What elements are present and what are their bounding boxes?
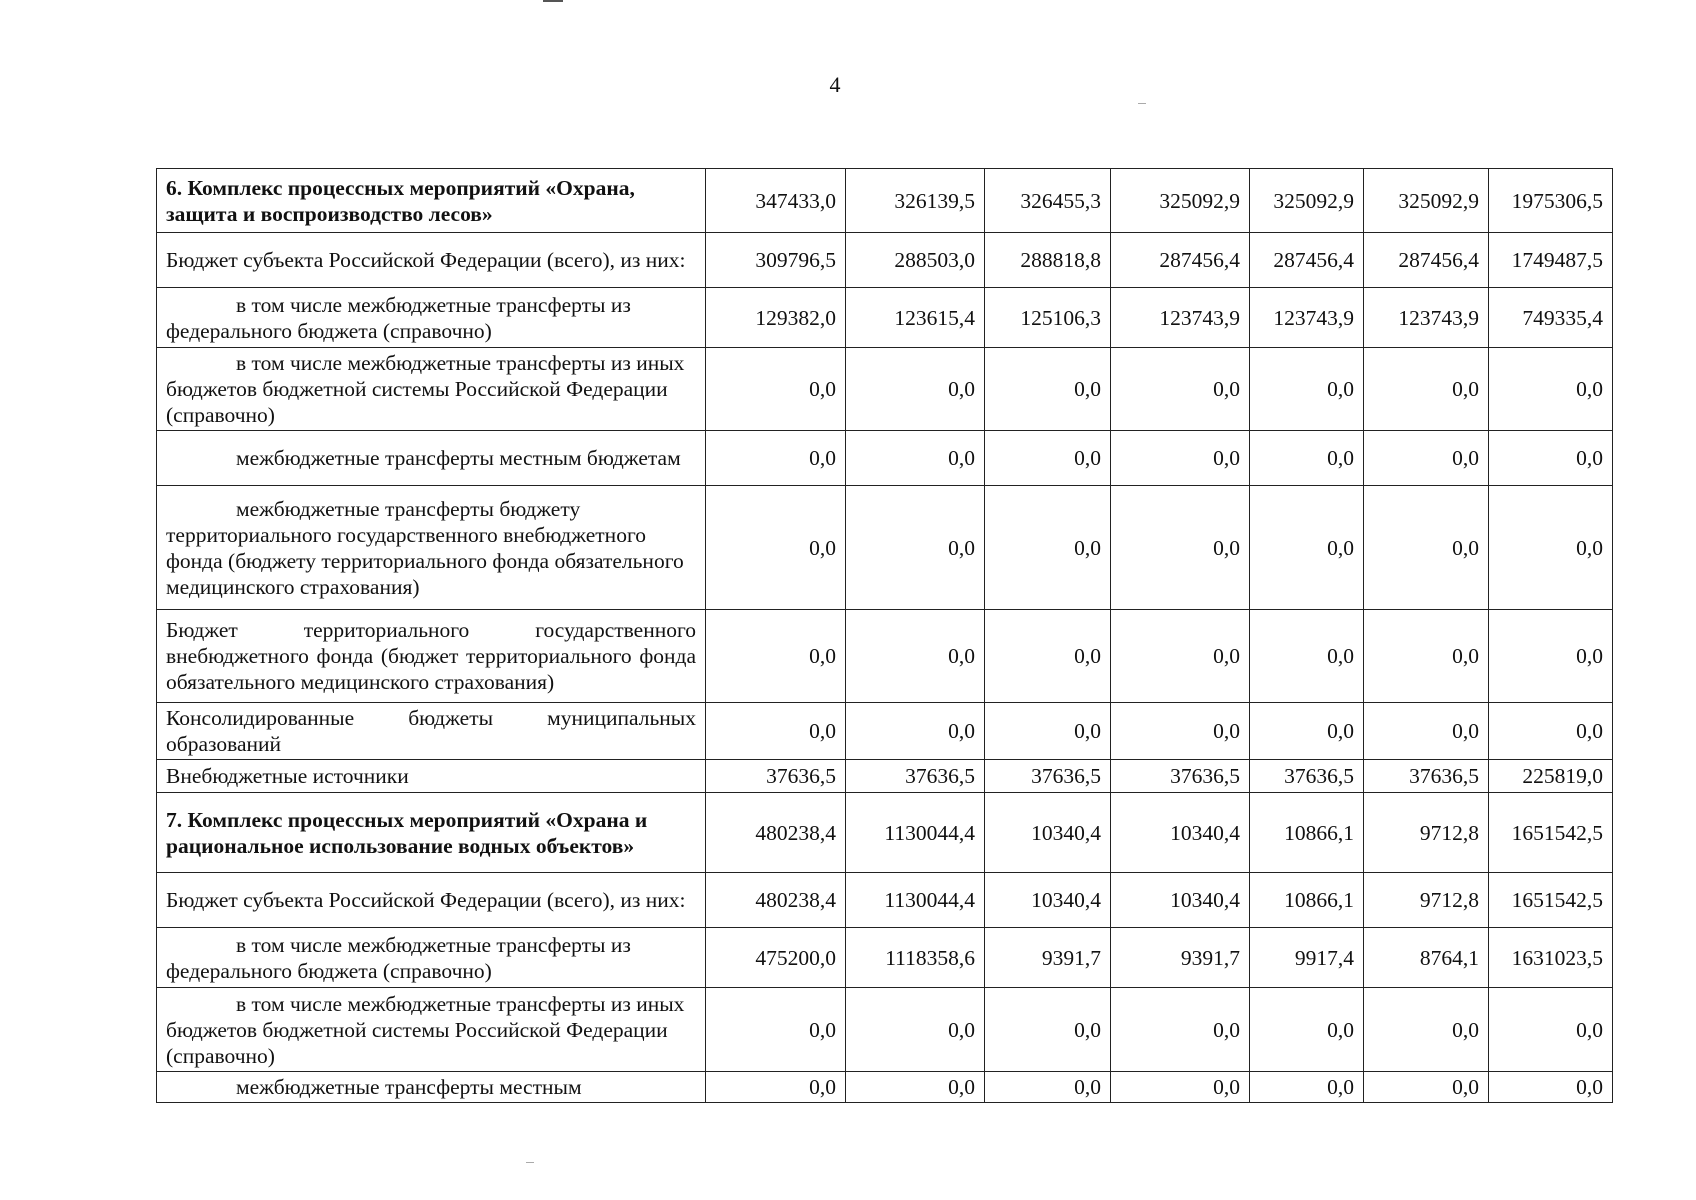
value-cell: 0,0 bbox=[985, 703, 1111, 760]
table-row bbox=[157, 233, 1613, 288]
value-cell: 0,0 bbox=[846, 610, 985, 703]
value-cell: 325092,9 bbox=[1364, 169, 1489, 233]
table-row bbox=[157, 348, 1613, 431]
value-cell: 8764,1 bbox=[1364, 928, 1489, 988]
value-cell: 287456,4 bbox=[1250, 233, 1364, 288]
value-cell: 0,0 bbox=[1250, 988, 1364, 1072]
row-label-cell bbox=[157, 873, 706, 928]
row-label-cell bbox=[157, 610, 706, 703]
value-cell: 123743,9 bbox=[1364, 288, 1489, 348]
value-cell: 0,0 bbox=[1111, 988, 1250, 1072]
table-body bbox=[157, 169, 1613, 1103]
value-cell: 0,0 bbox=[1111, 348, 1250, 431]
value-cell: 287456,4 bbox=[1111, 233, 1250, 288]
value-cell: 123743,9 bbox=[1111, 288, 1250, 348]
value-cell: 0,0 bbox=[1111, 1072, 1250, 1103]
value-cell: 1130044,4 bbox=[846, 793, 985, 873]
value-cell: 125106,3 bbox=[985, 288, 1111, 348]
value-cell: 325092,9 bbox=[1111, 169, 1250, 233]
value-cell: 480238,4 bbox=[706, 873, 846, 928]
value-cell: 1631023,5 bbox=[1489, 928, 1613, 988]
value-cell: 749335,4 bbox=[1489, 288, 1613, 348]
value-cell: 287456,4 bbox=[1364, 233, 1489, 288]
row-label: Бюджет территориального государственного внебюджетного фонда (бюджет территориального фонда обязательного медицинского страхования) bbox=[166, 618, 696, 694]
row-label-cell bbox=[157, 431, 706, 486]
value-cell: 0,0 bbox=[1111, 486, 1250, 610]
value-cell: 10340,4 bbox=[985, 793, 1111, 873]
scan-speck bbox=[1138, 103, 1146, 104]
table-row bbox=[157, 928, 1613, 988]
value-cell: 0,0 bbox=[1250, 486, 1364, 610]
value-cell: 1651542,5 bbox=[1489, 793, 1613, 873]
value-cell: 0,0 bbox=[706, 431, 846, 486]
row-label: межбюджетные трансферты бюджету территориального государственного внебюджетного фонда (бюджету территориального фонда обязательного медицинского страхования) bbox=[166, 496, 684, 599]
row-label: Консолидированные бюджеты муниципальных образований bbox=[166, 706, 696, 756]
value-cell: 123615,4 bbox=[846, 288, 985, 348]
value-cell: 0,0 bbox=[1364, 703, 1489, 760]
row-label-cell bbox=[157, 760, 706, 793]
page-number: 4 bbox=[829, 72, 841, 97]
value-cell: 0,0 bbox=[706, 610, 846, 703]
table-row bbox=[157, 703, 1613, 760]
value-cell: 0,0 bbox=[1364, 431, 1489, 486]
row-label-cell bbox=[157, 348, 706, 431]
value-cell: 0,0 bbox=[1489, 431, 1613, 486]
table-row bbox=[157, 610, 1613, 703]
row-label: в том числе межбюджетные трансферты из федерального бюджета (справочно) bbox=[166, 292, 631, 343]
value-cell: 10340,4 bbox=[1111, 873, 1250, 928]
row-label: межбюджетные трансферты местным бюджетам bbox=[236, 446, 681, 470]
value-cell: 0,0 bbox=[985, 1072, 1111, 1103]
value-cell: 0,0 bbox=[1250, 431, 1364, 486]
budget-table bbox=[156, 168, 1613, 1103]
row-label: 7. Комплекс процессных мероприятий «Охрана и рациональное использование водных объектов» bbox=[166, 807, 648, 858]
row-label: 6. Комплекс процессных мероприятий «Охрана, защита и воспроизводство лесов» bbox=[166, 175, 635, 226]
value-cell: 325092,9 bbox=[1250, 169, 1364, 233]
table-row bbox=[157, 760, 1613, 793]
value-cell: 0,0 bbox=[985, 348, 1111, 431]
row-label: Бюджет субъекта Российской Федерации (всего), из них: bbox=[166, 888, 686, 912]
table-row bbox=[157, 988, 1613, 1072]
value-cell: 0,0 bbox=[1489, 1072, 1613, 1103]
table-row bbox=[157, 486, 1613, 610]
table-row bbox=[157, 169, 1613, 233]
value-cell: 10866,1 bbox=[1250, 793, 1364, 873]
value-cell: 1651542,5 bbox=[1489, 873, 1613, 928]
value-cell: 0,0 bbox=[846, 703, 985, 760]
table-row bbox=[157, 873, 1613, 928]
value-cell: 326455,3 bbox=[985, 169, 1111, 233]
row-label: Бюджет субъекта Российской Федерации (всего), из них: bbox=[166, 248, 686, 272]
value-cell: 0,0 bbox=[1364, 610, 1489, 703]
table-row bbox=[157, 288, 1613, 348]
scan-speck bbox=[526, 1162, 534, 1163]
value-cell: 0,0 bbox=[846, 431, 985, 486]
value-cell: 37636,5 bbox=[985, 760, 1111, 793]
row-label-cell bbox=[157, 793, 706, 873]
value-cell: 1118358,6 bbox=[846, 928, 985, 988]
top-scan-mark bbox=[543, 0, 563, 2]
value-cell: 0,0 bbox=[1364, 348, 1489, 431]
value-cell: 10340,4 bbox=[1111, 793, 1250, 873]
value-cell: 0,0 bbox=[706, 703, 846, 760]
value-cell: 1130044,4 bbox=[846, 873, 985, 928]
table-row bbox=[157, 793, 1613, 873]
value-cell: 0,0 bbox=[1250, 348, 1364, 431]
value-cell: 0,0 bbox=[1364, 1072, 1489, 1103]
value-cell: 0,0 bbox=[1111, 610, 1250, 703]
row-label-cell bbox=[157, 486, 706, 610]
value-cell: 0,0 bbox=[1489, 703, 1613, 760]
value-cell: 0,0 bbox=[706, 1072, 846, 1103]
value-cell: 37636,5 bbox=[846, 760, 985, 793]
value-cell: 0,0 bbox=[846, 486, 985, 610]
value-cell: 0,0 bbox=[985, 486, 1111, 610]
value-cell: 0,0 bbox=[1250, 1072, 1364, 1103]
table-row bbox=[157, 431, 1613, 486]
value-cell: 0,0 bbox=[1250, 703, 1364, 760]
value-cell: 0,0 bbox=[1250, 610, 1364, 703]
value-cell: 326139,5 bbox=[846, 169, 985, 233]
value-cell: 0,0 bbox=[1364, 486, 1489, 610]
value-cell: 0,0 bbox=[1489, 348, 1613, 431]
value-cell: 1975306,5 bbox=[1489, 169, 1613, 233]
value-cell: 0,0 bbox=[1364, 988, 1489, 1072]
value-cell: 123743,9 bbox=[1250, 288, 1364, 348]
value-cell: 0,0 bbox=[1489, 988, 1613, 1072]
row-label: в том числе межбюджетные трансферты из федерального бюджета (справочно) bbox=[166, 932, 631, 983]
value-cell: 9391,7 bbox=[985, 928, 1111, 988]
value-cell: 0,0 bbox=[1111, 431, 1250, 486]
row-label: межбюджетные трансферты местным bbox=[236, 1075, 582, 1099]
value-cell: 37636,5 bbox=[1111, 760, 1250, 793]
value-cell: 0,0 bbox=[985, 431, 1111, 486]
table-row bbox=[157, 1072, 1613, 1103]
value-cell: 225819,0 bbox=[1489, 760, 1613, 793]
value-cell: 0,0 bbox=[985, 610, 1111, 703]
value-cell: 0,0 bbox=[1111, 703, 1250, 760]
value-cell: 0,0 bbox=[706, 348, 846, 431]
row-label-cell bbox=[157, 169, 706, 233]
value-cell: 480238,4 bbox=[706, 793, 846, 873]
row-label-cell bbox=[157, 928, 706, 988]
value-cell: 37636,5 bbox=[1364, 760, 1489, 793]
value-cell: 0,0 bbox=[846, 988, 985, 1072]
row-label-cell bbox=[157, 288, 706, 348]
value-cell: 309796,5 bbox=[706, 233, 846, 288]
value-cell: 9712,8 bbox=[1364, 873, 1489, 928]
value-cell: 0,0 bbox=[706, 988, 846, 1072]
row-label: Внебюджетные источники bbox=[166, 764, 409, 788]
row-label: в том числе межбюджетные трансферты из иных бюджетов бюджетной системы Российской Федерации (справочно) bbox=[166, 351, 685, 427]
value-cell: 9391,7 bbox=[1111, 928, 1250, 988]
value-cell: 37636,5 bbox=[1250, 760, 1364, 793]
value-cell: 0,0 bbox=[706, 486, 846, 610]
value-cell: 37636,5 bbox=[706, 760, 846, 793]
value-cell: 0,0 bbox=[1489, 486, 1613, 610]
row-label-cell bbox=[157, 988, 706, 1072]
value-cell: 129382,0 bbox=[706, 288, 846, 348]
value-cell: 288818,8 bbox=[985, 233, 1111, 288]
value-cell: 0,0 bbox=[846, 348, 985, 431]
value-cell: 0,0 bbox=[1489, 610, 1613, 703]
value-cell: 9712,8 bbox=[1364, 793, 1489, 873]
value-cell: 9917,4 bbox=[1250, 928, 1364, 988]
row-label-cell bbox=[157, 703, 706, 760]
value-cell: 1749487,5 bbox=[1489, 233, 1613, 288]
value-cell: 0,0 bbox=[846, 1072, 985, 1103]
value-cell: 10866,1 bbox=[1250, 873, 1364, 928]
value-cell: 0,0 bbox=[985, 988, 1111, 1072]
row-label-cell bbox=[157, 1072, 706, 1103]
value-cell: 475200,0 bbox=[706, 928, 846, 988]
value-cell: 347433,0 bbox=[706, 169, 846, 233]
row-label: в том числе межбюджетные трансферты из иных бюджетов бюджетной системы Российской Федерации (справочно) bbox=[166, 991, 685, 1068]
value-cell: 288503,0 bbox=[846, 233, 985, 288]
value-cell: 10340,4 bbox=[985, 873, 1111, 928]
row-label-cell bbox=[157, 233, 706, 288]
